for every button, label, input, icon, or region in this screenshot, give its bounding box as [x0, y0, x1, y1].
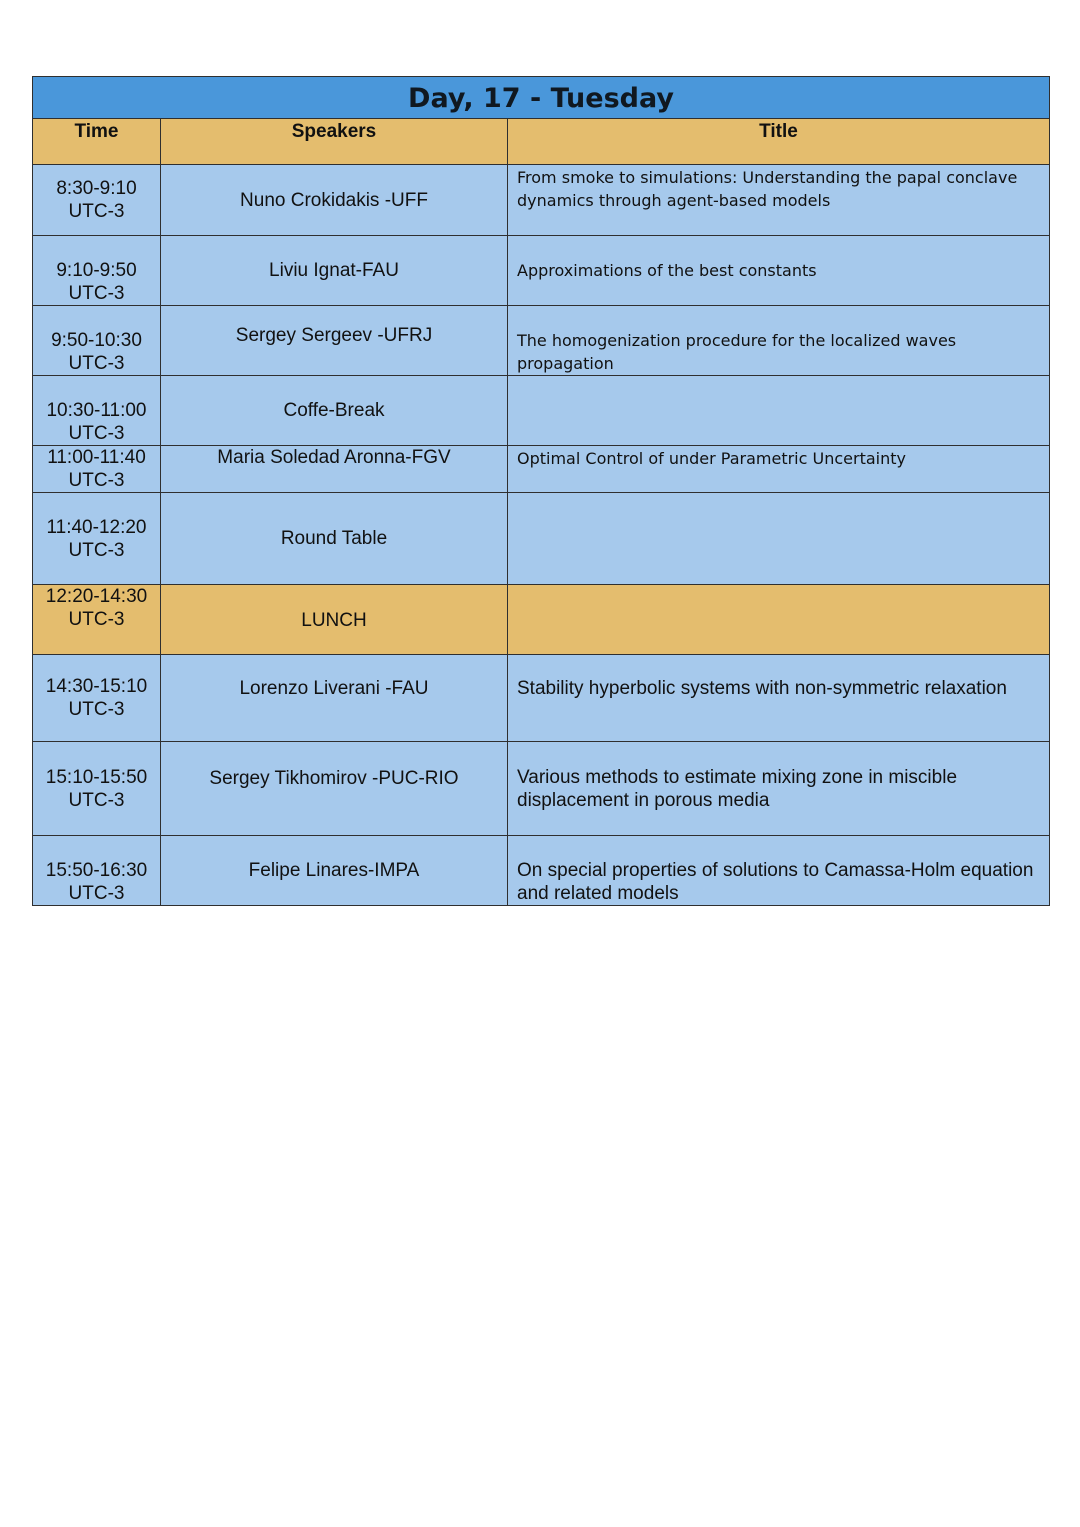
- speaker-cell: LUNCH: [161, 585, 508, 655]
- time-zone: UTC-3: [68, 283, 125, 304]
- time-range: 9:10-9:50: [56, 260, 137, 281]
- time-cell: [33, 493, 161, 585]
- table-row: [33, 655, 1050, 742]
- time-cell: [33, 585, 161, 655]
- time-range: 15:10-15:50: [45, 766, 148, 788]
- column-header-row: [33, 119, 1050, 165]
- time-column-header: Time: [33, 119, 161, 165]
- time-zone: UTC-3: [68, 883, 125, 904]
- time-range: 11:00-11:40: [47, 447, 146, 468]
- table-row: [33, 376, 1050, 446]
- talk-title-cell: [508, 376, 1050, 446]
- time-range: 8:30-9:10: [56, 178, 137, 199]
- talk-title-cell: [508, 493, 1050, 585]
- time-range: 10:30-11:00: [46, 400, 147, 421]
- speaker-cell: Lorenzo Liverani -FAU: [161, 655, 508, 742]
- time-zone: UTC-3: [68, 470, 125, 491]
- talk-title-cell: On special properties of solutions to Camassa-Holm equation and related models: [508, 836, 1050, 906]
- time-range: 12:20-14:30: [45, 586, 148, 607]
- time-cell: [33, 446, 161, 493]
- time-cell: [33, 655, 161, 742]
- talk-title-cell: The homogenization procedure for the localized waves propagation: [508, 306, 1050, 376]
- talk-title-cell: Various methods to estimate mixing zone in miscible displacement in porous media: [508, 742, 1050, 836]
- table-row: [33, 585, 1050, 655]
- time-zone: UTC-3: [68, 423, 125, 444]
- talk-title-cell: Optimal Control of under Parametric Uncertainty: [508, 446, 1050, 493]
- table-row: [33, 446, 1050, 493]
- time-zone: UTC-3: [68, 789, 125, 811]
- talk-title-cell: Approximations of the best constants: [508, 236, 1050, 306]
- time-range: 9:50-10:30: [51, 330, 142, 351]
- speaker-cell: Sergey Sergeev -UFRJ: [161, 306, 508, 376]
- time-zone: UTC-3: [68, 201, 125, 222]
- time-cell: [33, 236, 161, 306]
- table-row: [33, 306, 1050, 376]
- time-range: 14:30-15:10: [45, 676, 148, 697]
- schedule-table: [32, 76, 1050, 906]
- speakers-column-header: Speakers: [161, 119, 508, 165]
- speaker-cell: Liviu Ignat-FAU: [161, 236, 508, 306]
- table-row: [33, 493, 1050, 585]
- time-zone: UTC-3: [68, 609, 125, 630]
- time-cell: [33, 376, 161, 446]
- time-zone: UTC-3: [68, 353, 125, 374]
- time-cell: [33, 836, 161, 906]
- table-row: [33, 836, 1050, 906]
- talk-title-cell: From smoke to simulations: Understanding the papal conclave dynamics through agent-based models: [508, 165, 1050, 236]
- time-cell: [33, 165, 161, 236]
- speaker-cell: Felipe Linares-IMPA: [161, 836, 508, 906]
- table-row: [33, 742, 1050, 836]
- time-cell: [33, 742, 161, 836]
- talk-title-cell: [508, 585, 1050, 655]
- table-row: [33, 236, 1050, 306]
- time-range: 11:40-12:20: [46, 516, 147, 538]
- time-zone: UTC-3: [68, 699, 125, 720]
- talk-title-cell: Stability hyperbolic systems with non-symmetric relaxation: [508, 655, 1050, 742]
- speaker-cell: Sergey Tikhomirov -PUC-RIO: [161, 742, 508, 836]
- title-column-header: Title: [508, 119, 1050, 165]
- table-row: [33, 165, 1050, 236]
- speaker-cell: Nuno Crokidakis -UFF: [161, 165, 508, 236]
- time-cell: [33, 306, 161, 376]
- day-heading-row: [33, 77, 1050, 119]
- time-zone: UTC-3: [68, 539, 125, 561]
- speaker-cell: Round Table: [161, 493, 508, 585]
- speaker-cell: Maria Soledad Aronna-FGV: [161, 446, 508, 493]
- day-heading: Day, 17 - Tuesday: [33, 77, 1050, 119]
- time-range: 15:50-16:30: [45, 860, 148, 881]
- speaker-cell: Coffe-Break: [161, 376, 508, 446]
